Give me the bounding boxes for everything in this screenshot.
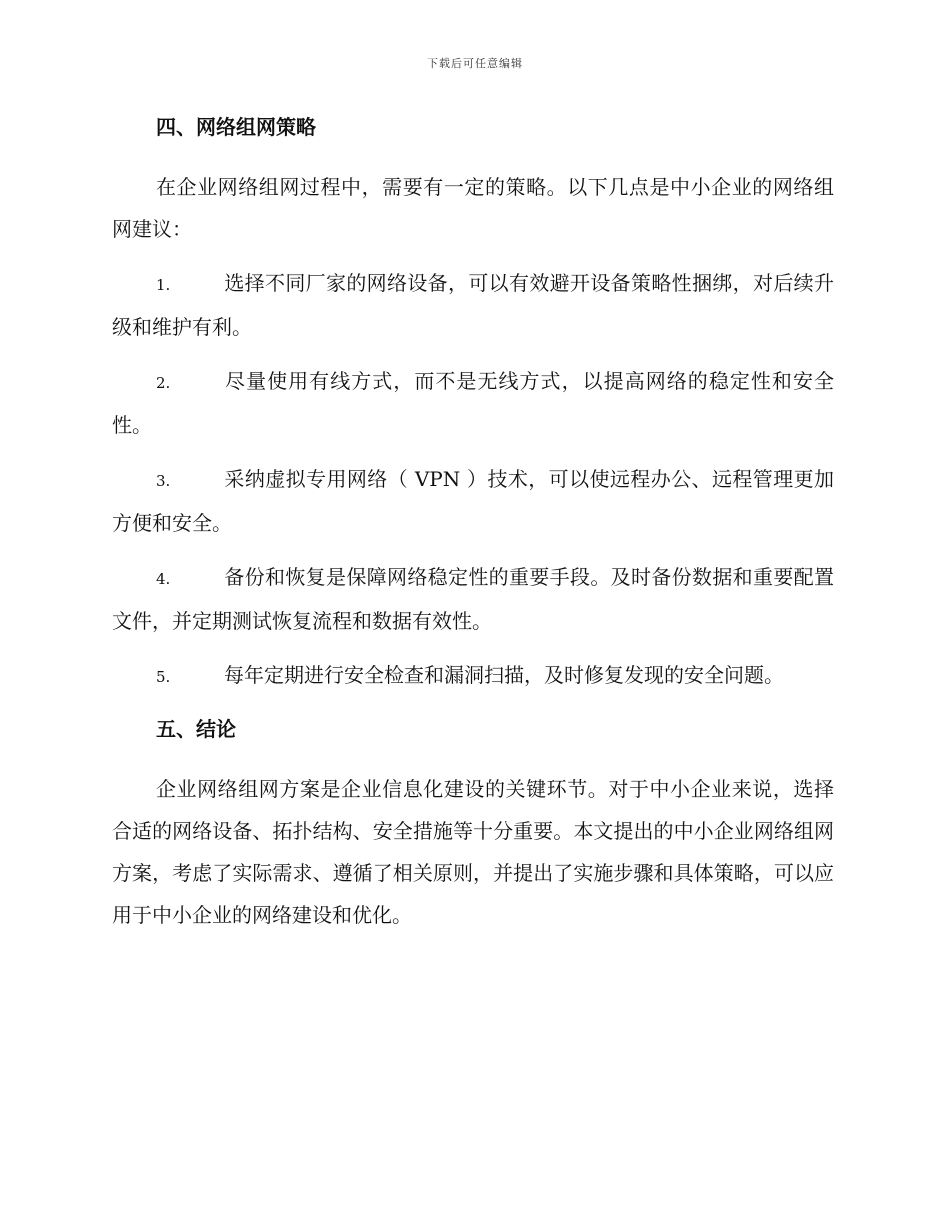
list-item-number: 1. [156,276,171,294]
list-item-text: 备份和恢复是保障网络稳定性的重要手段。及时备份数据和重要配置文件，并定期测试恢复流程和数据有效性。 [112,565,834,633]
list-item [112,262,834,348]
list-item-text: 采纳虚拟专用网络（ VPN ）技术，可以使远程办公、远程管理更加方便和安全。 [112,467,834,535]
list-item [112,360,834,446]
list-item-number: 2. [156,374,171,392]
list-item [112,458,834,544]
header-note: 下载后可任意编辑 [427,57,523,70]
conclusion-paragraph: 企业网络组网方案是企业信息化建设的关键环节。对于中小企业来说，选择合适的网络设备、拓扑结构、安全措施等十分重要。本文提出的中小企业网络组网方案，考虑了实际需求、遵循了相关原则，并提出了实施步骤和具体策略，可以应用于中小企业的网络建设和优化。 [112,777,834,927]
list-item [112,654,834,698]
section-intro-paragraph: 在企业网络组网过程中，需要有一定的策略。以下几点是中小企业的网络组网建议： [112,175,834,241]
section-heading-conclusion: 五、结论 [156,717,236,741]
list-item-text: 尽量使用有线方式，而不是无线方式，以提高网络的稳定性和安全性。 [112,369,834,437]
list-item-number: 3. [156,472,171,490]
list-item-number: 5. [156,668,171,686]
list-item-text: 选择不同厂家的网络设备，可以有效避开设备策略性捆绑，对后续升级和维护有利。 [112,271,834,339]
document-body [112,108,834,948]
section-heading-strategy: 四、网络组网策略 [156,115,316,139]
list-item [112,556,834,642]
list-item-text: 每年定期进行安全检查和漏洞扫描，及时修复发现的安全问题。 [224,663,784,687]
list-item-number: 4. [156,570,171,588]
